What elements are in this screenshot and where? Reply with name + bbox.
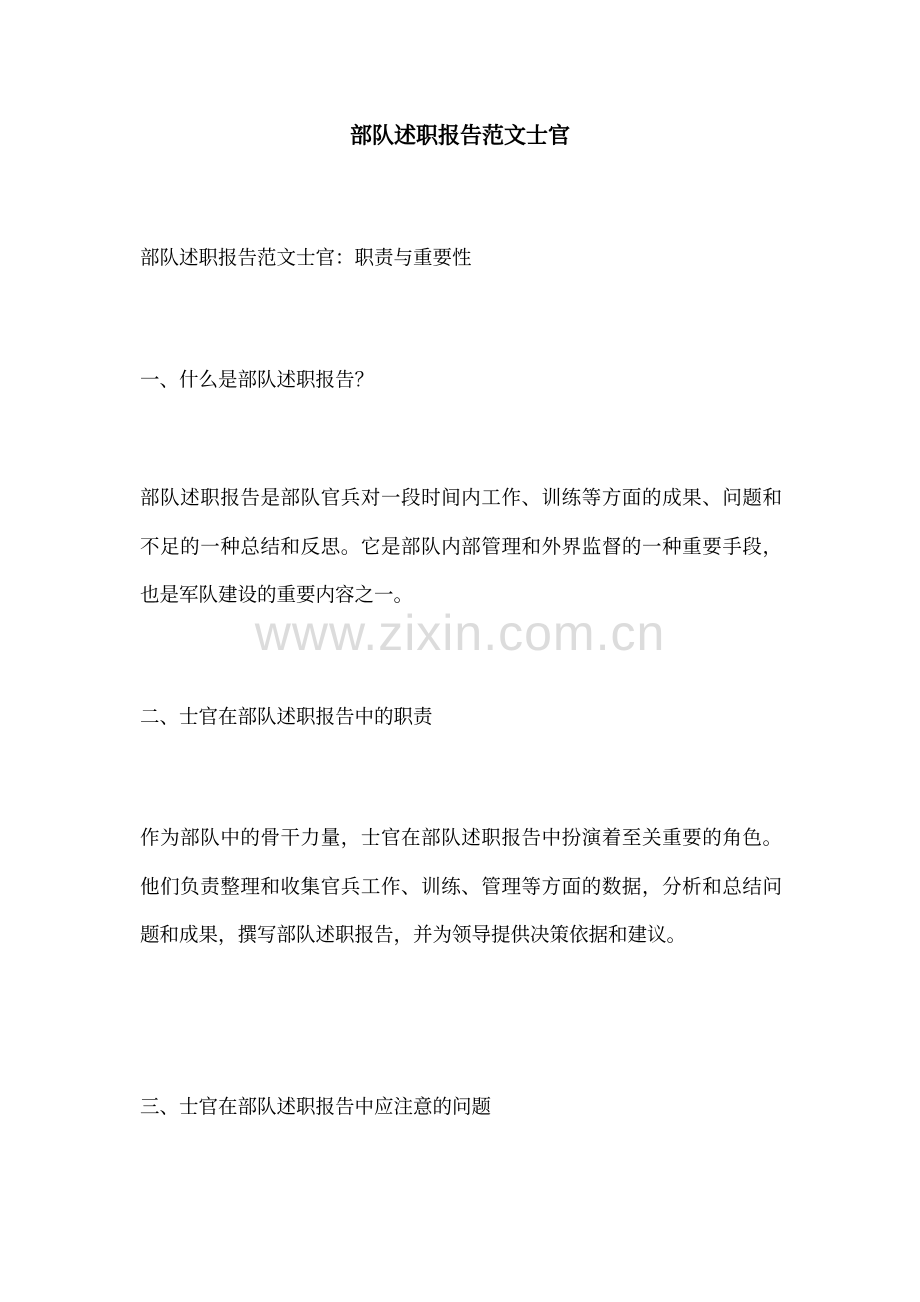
document-title: 部队述职报告范文士官 bbox=[349, 123, 570, 149]
watermark: www.zixin.com.cn bbox=[254, 605, 666, 661]
section-2-heading: 二、士官在部队述职报告中的职责 bbox=[140, 705, 433, 728]
section-2-body: 作为部队中的骨干力量，士官在部队述职报告中扮演着至关重要的角色。他们负责整理和收集官兵工作、训练、管理等方面的数据，分析和总结问题和成果，撰写部队述职报告，并为领导提供决策依据和建议。 bbox=[140, 826, 782, 946]
document-subtitle: 部队述职报告范文士官：职责与重要性 bbox=[140, 246, 472, 269]
section-1-heading: 一、什么是部队述职报告？ bbox=[140, 368, 375, 391]
section-3-heading: 三、士官在部队述职报告中应注意的问题 bbox=[140, 1095, 492, 1118]
section-1-body: 部队述职报告是部队官兵对一段时间内工作、训练等方面的成果、问题和不足的一种总结和反思。它是部队内部管理和外界监督的一种重要手段，也是军队建设的重要内容之一。 bbox=[140, 486, 782, 606]
